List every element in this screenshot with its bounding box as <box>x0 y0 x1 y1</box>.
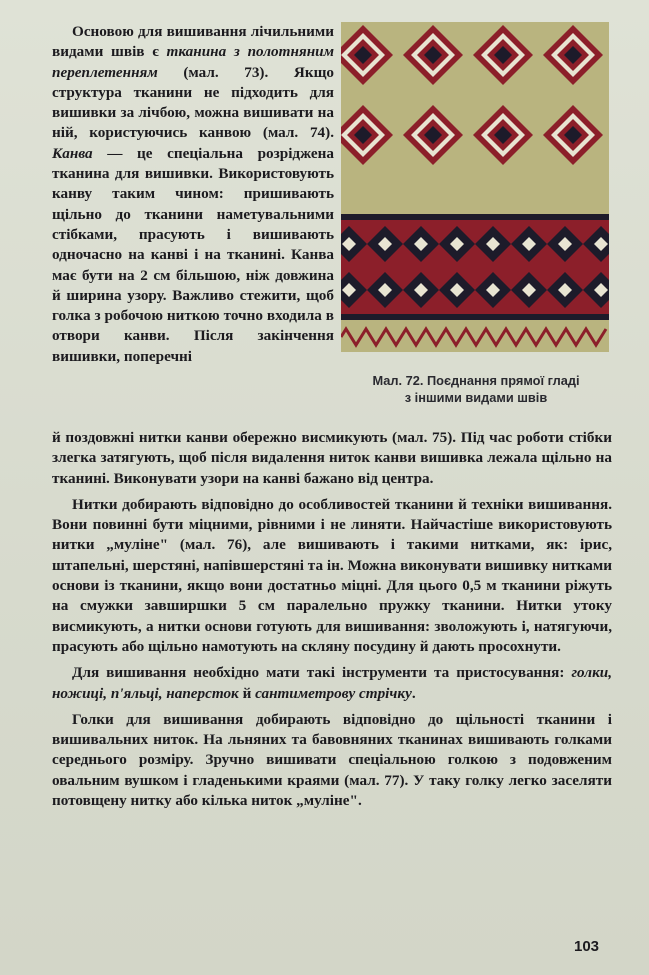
band-top-border <box>341 214 609 220</box>
caption-line-2: з іншими видами швів <box>404 390 548 405</box>
paragraph-canvas: Основою для вишивання лічильними видами швів є тканина з полотняним переплетенням (мал. 73). Якщо структура тканини не підходить для вишивки за лічбою, можна вишивати на ній, користуючись канвою (мал. 74). Канва — це спеціальна розріджена тканина для вишивки. Використовують канву таким чином: пришивають щільно до тканини наметувальними стібками, прасують і вишивають одночасно на канві і на тканині. Канва має бути на 2 см більшою, ніж довжина й ширина узору. Важливо стежити, щоб голка з робочою ниткою точно входила в отвори канви. Після закінчення вишивки, поперечні <box>52 23 334 365</box>
band-bottom-border <box>341 314 609 320</box>
page-number: 103 <box>574 938 600 955</box>
caption-line-1: Мал. 72. Поєднання прямої гладі <box>372 373 580 388</box>
figure-caption <box>340 372 612 406</box>
embroidery-figure <box>341 22 609 352</box>
paragraph-threads: Нитки добирають відповідно до особливостей тканини й техніки вишивання. Вони повинні бути міцними, рівними і не линяти. Найчастіше використовують нитки „муліне" (мал. 76), але вишивають і такими нитками, як: ірис, штапельні, шерстяні, напівшерстяні та ін. Можна виконувати вишивку нитками основи із тканини, якщо вони достатньо міцні. Для цього 0,5 м тканини ріжуть на смужки завширшки 5 см паралельно пружку тканини. Нитки утоку висмикують, а нитки основи готують для вишивання: зволожують і, натягуючи, прасують або щільно намотують на скляну посудину й дають просохнути. <box>52 495 612 655</box>
embroidery-pattern-image <box>341 22 609 352</box>
paragraph-continuation: й поздовжні нитки канви обережно висмикують (мал. 75). Під час роботи стібки злегка затягують, щоб після видалення ниток канви вишивка лежала щільно на тканині. Виконувати узори на канві бажано від центра. <box>52 429 612 487</box>
paragraph-needles: Голки для вишивання добирають відповідно до щільності тканини і вишивальних ниток. На льняних та бавовняних тканинах вишивають голками середнього розміру. Зручно вишивати спеціальною голкою з подовженим овальним вушком і гладенькими краями (мал. 77). У таку голку легко заселяти потовщену нитку або кілька ниток „муліне". <box>52 710 612 810</box>
main-text <box>52 428 612 811</box>
left-text-column <box>52 22 334 367</box>
paragraph-tools: Для вишивання необхідно мати такі інструменти та пристосування: голки, ножиці, п'яльці, наперсток й сантиметрову стрічку. <box>52 664 613 702</box>
